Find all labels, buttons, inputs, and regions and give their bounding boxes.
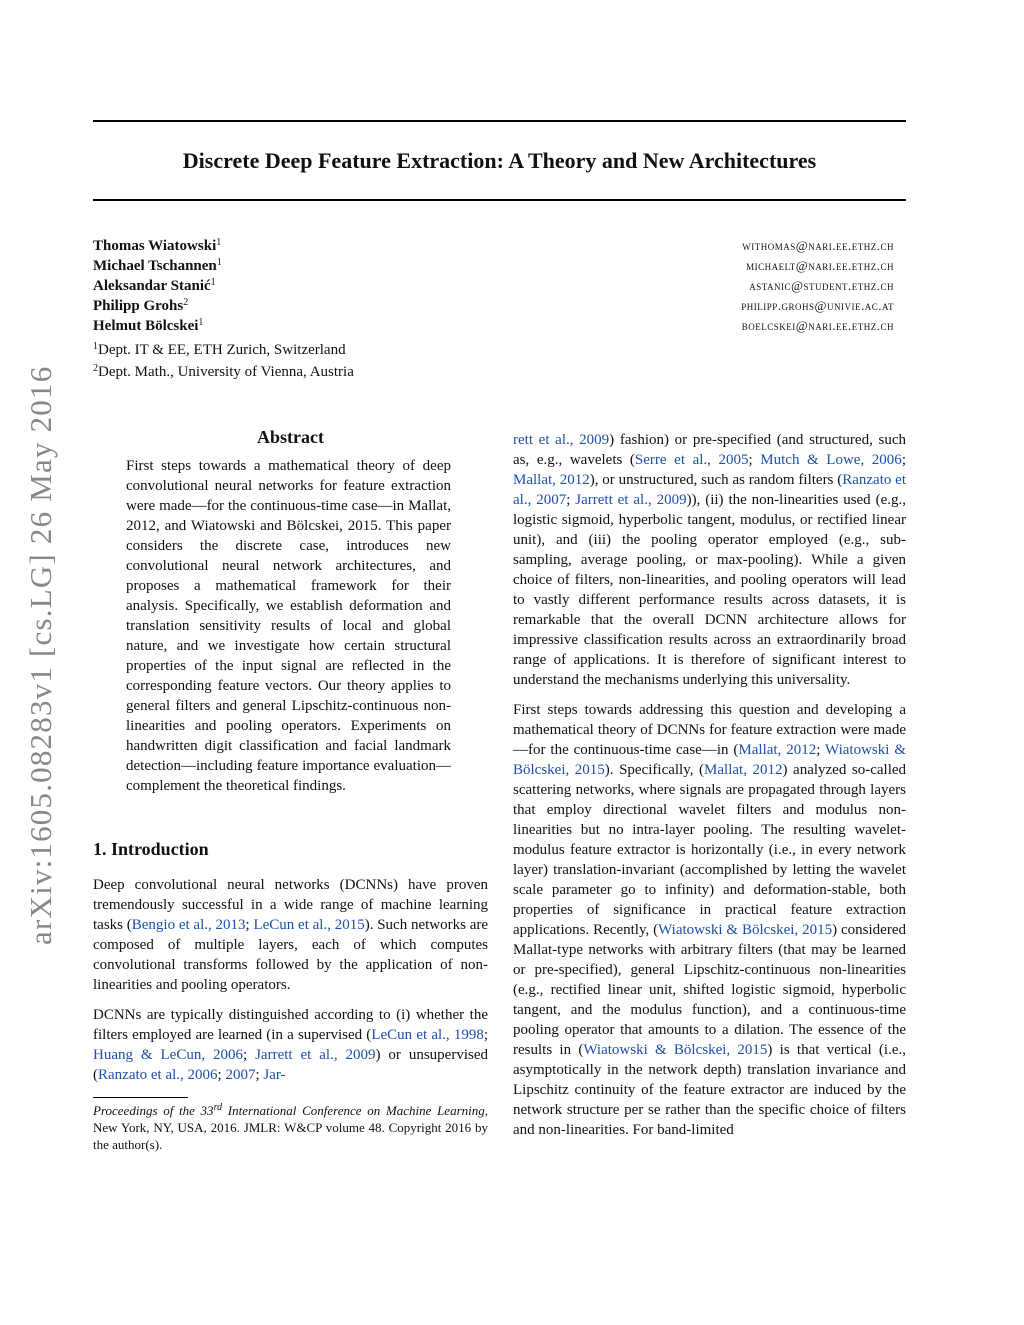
citation-link[interactable]: Ranzato et al., 2006 <box>98 1067 218 1083</box>
citation-link[interactable]: Serre et al., 2005 <box>634 452 749 468</box>
paper-title: Discrete Deep Feature Extraction: A Theory and New Architectures <box>182 148 817 173</box>
author-email: withomas@nari.ee.ethz.ch <box>742 238 894 253</box>
citation-link[interactable]: Wiatowski & Bölcskei, 2015 <box>513 742 906 778</box>
author-email: astanic@student.ethz.ch <box>749 278 894 293</box>
citation-link[interactable]: Bengio et al., 2013 <box>131 917 246 933</box>
author-name: Philipp Grohs$^2$ <box>93 297 189 314</box>
author-list <box>93 236 493 336</box>
intro-paragraph-3: First steps towards addressing this question and developing a mathematical theory of DCNNs for feature extraction were made—for the continuous-time case—in (Mallat, 2012; Wiatowski & Bölcskei, 2015). Specifically, (Mallat, 2012) analyzed so-called scattering networks, where signals are propagated through layers that employ directional wavelet filters and modulus non-linearities but no intra-layer pooling. The resulting wavelet-modulus feature extractor is horizontally (i.e., in every network layer) translation-invariant (accomplished by letting the wavelet scale parameter go to infinity) and deformation-stable, both properties of significance in practical feature extraction applications. Recently, (Wiatowski & Bölcskei, 2015) considered Mallat-type networks with arbitrary filters (that may be learned or pre-specified), general Lipschitz-continuous non-linearities (e.g., rectified linear unit, shifted logistic sigmoid, hyperbolic tangent, and the modulus function), and a continuous-time pooling operator that amounts to a dilation. The essence of the results in (Wiatowski & Bölcskei, 2015) is that vertical (i.e., asymptotically in the network depth) translation invariance and Lipschitz continuity of the feature extractor are induced by the network structure per se rather than the specific choice of filters and non-linearities. For band-limited <box>513 702 907 1138</box>
citation-link[interactable]: Jarrett et al., 2009 <box>575 492 687 508</box>
title-top-rule <box>93 120 906 122</box>
author-name: Helmut Bölcskei$^1$ <box>93 317 204 334</box>
citation-link[interactable]: LeCun et al., 1998 <box>371 1027 484 1043</box>
author-email: michaelt@nari.ee.ethz.ch <box>746 258 894 273</box>
section-heading-introduction: 1. Introduction <box>93 839 209 859</box>
citation-link[interactable]: Ranzato et al., 2007 <box>513 472 907 508</box>
citation-link[interactable]: Mallat, 2012 <box>704 762 783 778</box>
intro-paragraph-1: Deep convolutional neural networks (DCNNs) have proven tremendously successful in a wide range of machine learning tasks (Bengio et al., 2013; LeCun et al., 2015). Such networks are composed of multiple layers, each of which computes convolutional transforms followed by the application of non-linearities and pooling operators. <box>93 877 489 993</box>
footnote-rule <box>93 1097 188 1098</box>
abstract-heading: Abstract <box>257 427 324 447</box>
affiliation: $^1$Dept. IT & EE, ETH Zurich, Switzerland <box>93 341 346 358</box>
citation-link[interactable]: Mutch & Lowe, 2006 <box>760 452 902 468</box>
citation-link[interactable]: LeCun et al., 2015 <box>253 917 365 933</box>
author-name: Aleksandar Stanić$^1$ <box>93 277 216 294</box>
citation-link[interactable]: 2007 <box>225 1067 256 1083</box>
left-column <box>93 422 488 1153</box>
citation-link[interactable]: rett et al., 2009 <box>513 432 610 448</box>
footnote: Proceedings of the 33rd International Conference on Machine Learning, New York, NY, USA, 2016. JMLR: W&CP volume 48. Copyright 2016 by the author(s). <box>93 1102 488 1152</box>
intro-paragraph-2: DCNNs are typically distinguished according to (i) whether the filters employed are learned (in a supervised (LeCun et al., 1998; Huang & LeCun, 2006; Jarrett et al., 2009) or unsupervised (Ranzato et al., 2006; 2007; Jar- <box>93 1007 488 1083</box>
intro-paragraph-2-continued: rett et al., 2009) fashion) or pre-specified (and structured, such as, e.g., wavelets (Serre et al., 2005; Mutch & Lowe, 2006; Mallat, 2012), or unstructured, such as random filters (Ranzato et al., 2007; Jarrett et al., 2009)), (ii) the non-linearities used (e.g., logistic sigmoid, hyperbolic tangent, modulus, or rectified linear unit), and (iii) the pooling operator employed (e.g., sub-sampling, average pooling, or max-pooling). While a given choice of filters, non-linearities, and pooling operators will lead to vastly different performance results across datasets, it is remarkable that the overall DCNN architecture allows for impressive classification results across an extraordinarily broad range of applications. It is therefore of significant interest to understand the mechanisms underlying this universality. <box>513 432 907 688</box>
author-email: philipp.grohs@univie.ac.at <box>741 298 894 313</box>
author-name: Michael Tschannen$^1$ <box>93 257 222 274</box>
abstract-text: First steps towards a mathematical theory of deep convolutional neural networks for feature extraction were made—for the continuous-time case—in Mallat, 2012, and Wiatowski and Bölcskei, 2015. This paper considers the discrete case, introduces new convolutional neural network architectures, and proposes a mathematical framework for their analysis. Specifically, we establish deformation and translation sensitivity results of local and global nature, and we investigate how certain structural properties of the input signal are reflected in the corresponding feature vectors. Our theory applies to general filters and general Lipschitz-continuous non-linearities and pooling operators. Experiments on handwritten digit classification and facial landmark detection—including feature importance evaluation—complement the theoretical findings. <box>126 458 451 794</box>
title-bottom-rule <box>93 199 906 201</box>
right-column <box>513 430 906 1150</box>
citation-link[interactable]: Jar- <box>263 1067 286 1083</box>
citation-link[interactable]: Mallat, 2012 <box>738 742 817 758</box>
affiliation: $^2$Dept. Math., University of Vienna, Austria <box>93 363 354 380</box>
citation-link[interactable]: Wiatowski & Bölcskei, 2015 <box>583 1042 768 1058</box>
citation-link[interactable]: Wiatowski & Bölcskei, 2015 <box>658 922 833 938</box>
arxiv-sidebar <box>23 345 63 945</box>
author-email: boelcskei@nari.ee.ethz.ch <box>741 318 894 333</box>
citation-link[interactable]: Jarrett et al., 2009 <box>255 1047 376 1063</box>
author-name: Thomas Wiatowski$^1$ <box>93 237 222 254</box>
arxiv-identifier: arXiv:1605.08283v1 [cs.LG] 26 May 2016 <box>23 365 58 945</box>
affiliations <box>93 339 513 383</box>
citation-link[interactable]: Mallat, 2012 <box>513 472 590 488</box>
author-email-list <box>494 236 894 336</box>
citation-link[interactable]: Huang & LeCun, 2006 <box>93 1047 243 1063</box>
